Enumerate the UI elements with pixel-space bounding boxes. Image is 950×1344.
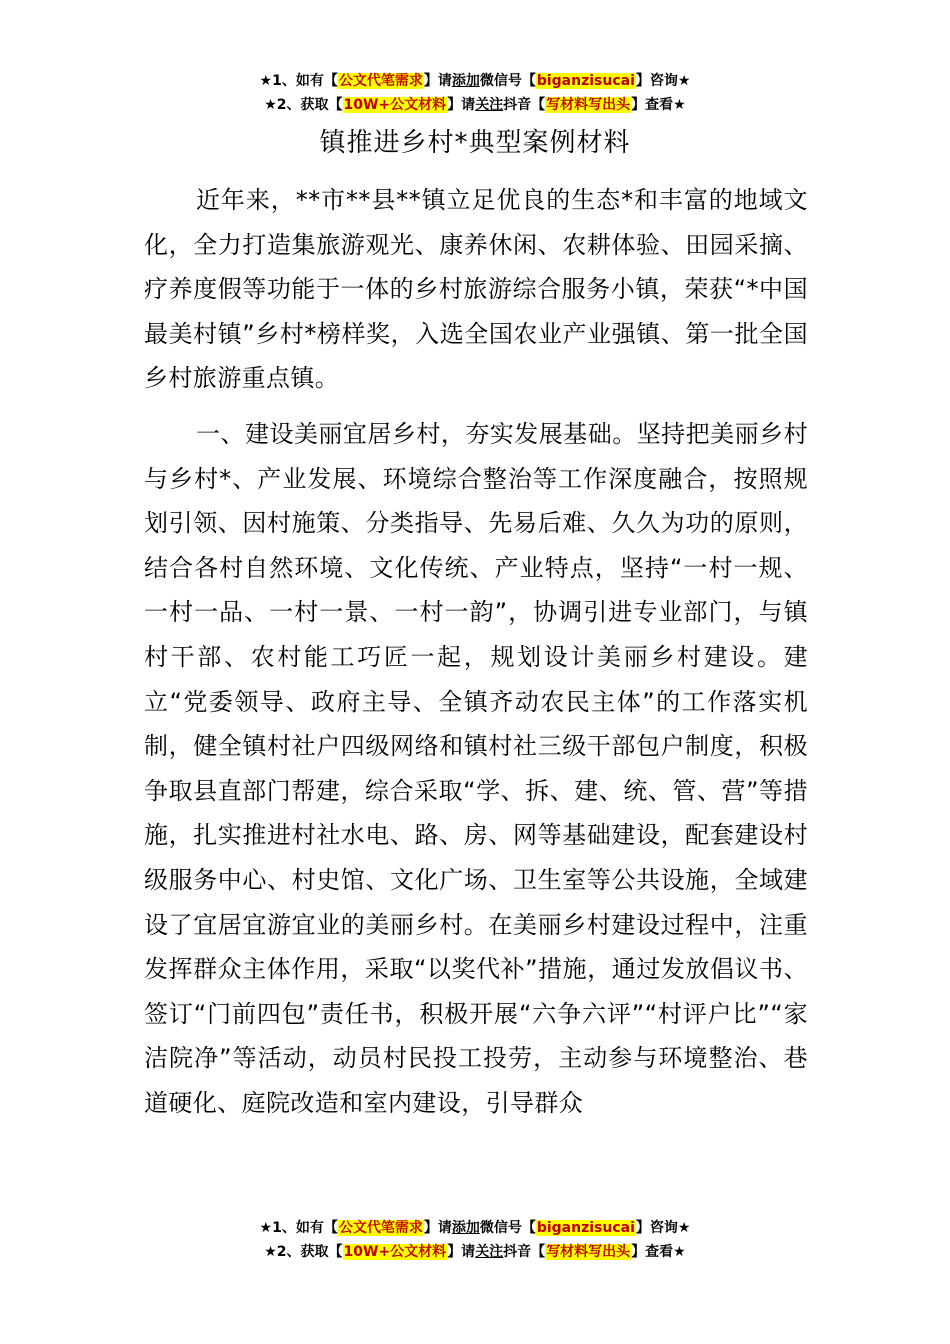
banner-text: ★2、获取【	[264, 97, 343, 113]
banner-line-2	[0, 93, 950, 117]
banner-highlight: 公文代笔需求	[338, 1220, 423, 1236]
banner-text: 微信号【	[479, 73, 536, 89]
banner-text: 】查看★	[631, 1244, 686, 1260]
banner-text: ★1、如有【	[259, 73, 338, 89]
banner-text: 】请	[423, 73, 452, 89]
banner-highlight: 10W+公文材料	[343, 1244, 447, 1260]
document-title: 镇推进乡村*典型案例材料	[319, 128, 631, 158]
banner-douyin-id: 写材料写出头	[546, 1244, 631, 1260]
banner-highlight: 公文代笔需求	[338, 73, 423, 89]
header-banner	[0, 69, 950, 117]
banner-douyin-id: 写材料写出头	[546, 97, 631, 113]
banner-emphasis: 添加	[451, 73, 480, 89]
banner-line-2	[0, 1240, 950, 1264]
banner-text: 】请	[447, 1244, 476, 1260]
banner-highlight: 10W+公文材料	[343, 97, 447, 113]
banner-text: 】查看★	[631, 97, 686, 113]
banner-emphasis: 关注	[475, 1244, 504, 1260]
banner-text: 抖音【	[503, 1244, 546, 1260]
banner-emphasis: 关注	[475, 97, 504, 113]
document-body	[144, 178, 808, 1136]
banner-text: 】请	[423, 1220, 452, 1236]
banner-text: ★2、获取【	[264, 1244, 343, 1260]
banner-text: 】咨询★	[635, 73, 691, 89]
banner-text: 微信号【	[479, 1220, 536, 1236]
banner-line-1	[0, 69, 950, 93]
banner-text: 】咨询★	[635, 1220, 691, 1236]
banner-text: 】请	[447, 97, 476, 113]
paragraph-section-1: 一、建设美丽宜居乡村，夯实发展基础。坚持把美丽乡村与乡村*、产业发展、环境综合整治等工作深度融合，按照规划引领、因村施策、分类指导、先易后难、久久为功的原则，结合各村自然环境、文化传统、产业特点，坚持“一村一规、一村一品、一村一景、一村一韵”，协调引进专业部门，与镇村干部、农村能工巧匠一起，规划设计美丽乡村建设。建立“党委领导、政府主导、全镇齐动农民主体”的工作落实机制，健全镇村社户四级网络和镇村社三级干部包户制度，积极争取县直部门帮建，综合采取“学、拆、建、统、管、营”等措施，扎实推进村社水电、路、房、网等基础建设，配套建设村级服务中心、村史馆、文化广场、卫生室等公共设施，全域建设了宜居宜游宜业的美丽乡村。在美丽乡村建设过程中，注重发挥群众主体作用，采取“以奖代补”措施，通过发放倡议书、签订“门前四包”责任书，积极开展“六争六评”“村评户比”“家洁院净”等活动，动员村民投工投劳，主动参与环境整治、巷道硬化、庭院改造和室内建设，引导群众	[144, 419, 808, 1117]
banner-text: ★1、如有【	[259, 1220, 338, 1236]
banner-line-1	[0, 1216, 950, 1240]
banner-text: 抖音【	[503, 97, 546, 113]
paragraph-intro: 近年来，**市**县**镇立足优良的生态*和丰富的地域文化，全力打造集旅游观光、康养休闲、农耕体验、田园采摘、疗养度假等功能于一体的乡村旅游综合服务小镇，荣获“*中国最美村镇”乡村*榜样奖，入选全国农业产业强镇、第一批全国乡村旅游重点镇。	[144, 186, 808, 393]
banner-wechat-id: biganzisucai	[536, 73, 635, 89]
banner-wechat-id: biganzisucai	[536, 1220, 635, 1236]
footer-banner	[0, 1216, 950, 1264]
banner-emphasis: 添加	[451, 1220, 480, 1236]
